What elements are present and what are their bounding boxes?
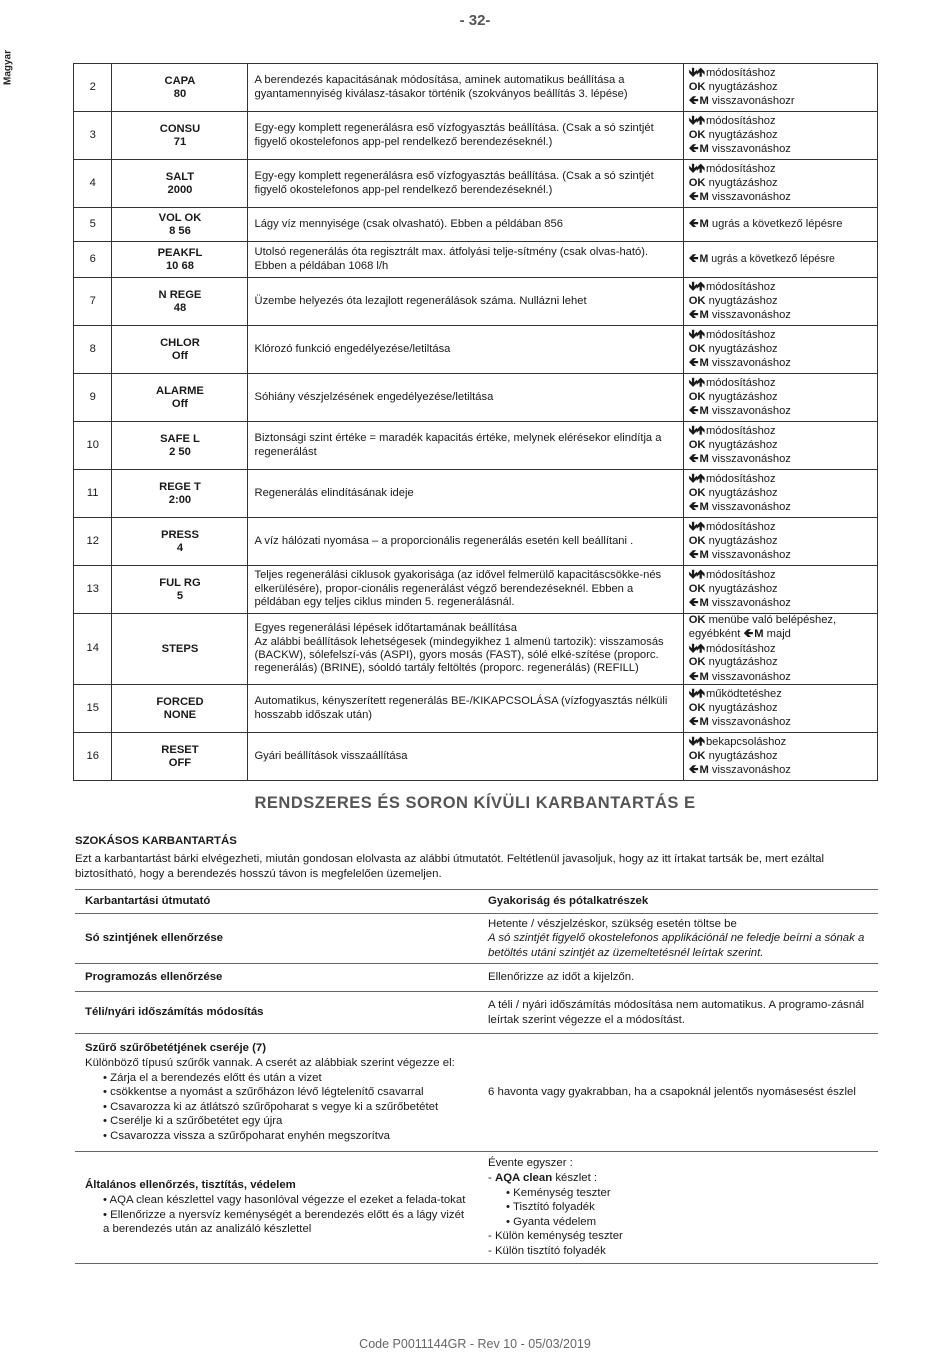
salt-check-note: A só szintjét figyelő okostelefonos applikációnál ne feledje beírni a sónak a betöltés utáni szintjét az üzemeltetésnél leírtak szerint. — [488, 932, 865, 959]
filter-step: • csökkentse a nyomást a szűrőházon lévő légtelenítő csavarral — [103, 1086, 424, 1099]
display-value: 71 — [173, 135, 187, 148]
row-description: Teljes regenerálási ciklusok gyakorisága (az idővel felmerülő kapacitáscsökke-nés elkerülésére), propor-cionális regenerálást végző berendezéseknél. Ebben a példában egy teljes ciklus minden 5. regenerálásnál. — [254, 569, 662, 609]
general-check-title: Általános ellenőrzés, tisztítás, védelem — [85, 1179, 296, 1192]
extra-item: - Külön tisztító folyadék — [488, 1244, 606, 1257]
steps-enter-action: menübe való belépéshez, egyébként — [688, 614, 837, 641]
row-code — [112, 326, 248, 374]
ok-key-label: OK — [688, 342, 706, 355]
row-number: 6 — [74, 242, 112, 278]
steps-then: majd — [766, 628, 791, 641]
m-key-label: M — [699, 95, 709, 108]
kit-prefix: - — [488, 1172, 495, 1185]
back-arrow-icon: 🡸 — [688, 403, 698, 418]
back-arrow-icon: 🡸 — [688, 668, 698, 683]
row-code — [112, 422, 248, 470]
back-arrow-icon: 🡸 — [688, 216, 698, 231]
row-description: Klórozó funkció engedélyezése/letiltása — [254, 342, 451, 355]
m-key-label: M — [699, 191, 709, 204]
row-actions — [683, 278, 877, 326]
switch-on-action: bekapcsoláshoz — [705, 736, 787, 749]
subsection-heading: SZOKÁSOS KARBANTARTÁS — [75, 835, 237, 847]
row-number: 11 — [74, 470, 112, 518]
row-description: Biztonsági szint értéke = maradék kapacitás értéke, melynek elérésekor elindítja a regenerálást — [254, 432, 662, 458]
display-value: 5 — [176, 589, 184, 602]
row-number: 3 — [74, 112, 112, 160]
filter-change-intro: Különböző típusú szűrők vannak. A cserét az alábbiak szerint végezze el: — [85, 1057, 455, 1070]
menu-row — [74, 614, 878, 685]
display-value: NONE — [163, 708, 197, 721]
row-code — [112, 160, 248, 208]
row-description: Regenerálás elindításának ideje — [254, 486, 414, 499]
menu-row — [74, 733, 878, 781]
up-down-arrows-icon: 🡻🡹 — [688, 327, 704, 342]
back-arrow-icon: 🡸 — [688, 762, 698, 777]
row-description-cell — [248, 242, 683, 278]
m-key-label: M — [699, 405, 709, 418]
row-description-cell — [248, 685, 683, 733]
confirm-action: nyugtázáshoz — [708, 701, 778, 714]
row-description: Üzembe helyezés óta lezajlott regenerálások száma. Nullázni lehet — [254, 294, 587, 307]
row-description-cell — [248, 422, 683, 470]
row-description-cell — [248, 518, 683, 566]
confirm-action: nyugtázáshoz — [708, 486, 778, 499]
kit-item: • Tisztító folyadék — [506, 1201, 595, 1214]
row-actions — [683, 566, 877, 614]
ok-key-label: OK — [688, 749, 706, 762]
row-actions — [683, 470, 877, 518]
confirm-action: nyugtázáshoz — [708, 438, 778, 451]
display-value: 2:00 — [168, 493, 192, 506]
table-row — [75, 1152, 878, 1264]
footer-code: Code P0011144GR - Rev 10 - 05/03/2019 — [359, 1337, 591, 1351]
row-number: 9 — [74, 374, 112, 422]
menu-row — [74, 326, 878, 374]
m-key-label: M — [699, 597, 709, 610]
m-key-label: M — [699, 309, 709, 322]
display-code: VOL OK — [158, 211, 202, 224]
cancel-action: visszavonáshoz — [711, 309, 791, 322]
row-number: 10 — [74, 422, 112, 470]
general-frequency: Évente egyszer : — [488, 1157, 573, 1170]
menu-parameter-table — [73, 63, 878, 781]
row-description-cell — [248, 326, 683, 374]
row-actions — [683, 685, 877, 733]
row-description: A berendezés kapacitásának módosítása, aminek automatikus beállítása a gyantamennyiség kiválasz-tásakor történik (szokványos beállítás 3. lépése) — [254, 74, 628, 100]
filter-step: • Csavarozza vissza a szűrőpoharat enyhén megszorítva — [103, 1129, 390, 1142]
row-description-cell — [248, 614, 683, 685]
page-number: - 32- — [459, 12, 491, 29]
row-actions — [683, 614, 877, 685]
display-code: PEAKFL — [157, 246, 203, 259]
menu-row — [74, 160, 878, 208]
row-number: 8 — [74, 326, 112, 374]
up-down-arrows-icon: 🡻🡹 — [688, 734, 704, 749]
row-description-cell — [248, 374, 683, 422]
general-check-step: • AQA clean készlettel vagy hasonlóval végezze el ezeket a felada-tokat — [103, 1193, 466, 1206]
menu-row — [74, 685, 878, 733]
col-header-guide: Karbantartási útmutató — [75, 890, 478, 914]
table-row — [75, 914, 878, 964]
row-actions — [683, 112, 877, 160]
cancel-action: visszavonáshoz — [711, 191, 791, 204]
menu-row — [74, 518, 878, 566]
row-actions — [683, 518, 877, 566]
row-description: A víz hálózati nyomása – a proporcionális regenerálás esetén kell beállítani . — [254, 534, 634, 547]
kit-item: • Keménység teszter — [506, 1186, 611, 1199]
back-arrow-icon: 🡸 — [688, 307, 698, 322]
table-row — [75, 964, 878, 992]
display-value: 4 — [176, 541, 184, 554]
extra-item: - Külön keménység teszter — [488, 1230, 623, 1243]
maintenance-table — [75, 889, 878, 1264]
intro-paragraph: Ezt a karbantartást bárki elvégezheti, miután gondosan elolvasta az alábbi útmutatót. Feltétlenül javasoljuk, hogy az itt írtakat tartsák be, mert ezáltal biztosítható, hogy a berendezés hosszú távon is megfelelően üzemeljen. — [75, 853, 825, 880]
confirm-action: nyugtázáshoz — [708, 390, 778, 403]
confirm-action: nyugtázáshoz — [708, 656, 778, 669]
ok-key-label: OK — [688, 438, 706, 451]
row-description-line: Az alábbi beállítások lehetségesek (mindegyikhez 1 almenü tartozik): visszamosás (BACKW), sólefelszí-vás (ASPI), gyors mosás (FAST), sólé elké-szítése (proporc. regenerálás) (BRINE), sóoldó tartály feltöltés (proporc. regenerálás) (REFILL) — [254, 635, 664, 675]
confirm-action: nyugtázáshoz — [708, 176, 778, 189]
cancel-action: visszavonáshoz — [711, 405, 791, 418]
display-code: RESET — [161, 743, 199, 756]
row-code — [112, 242, 248, 278]
display-code: REGE T — [159, 480, 201, 493]
ok-key-label: OK — [688, 390, 706, 403]
ok-key-label: OK — [688, 656, 706, 669]
cancel-action: visszavonáshoz — [711, 764, 791, 777]
row-description-cell — [248, 470, 683, 518]
back-arrow-icon: 🡸 — [688, 189, 698, 204]
confirm-action: nyugtázáshoz — [708, 80, 778, 93]
kit-suffix: készlet : — [552, 1172, 598, 1185]
menu-row — [74, 112, 878, 160]
ok-key-label: OK — [688, 294, 706, 307]
display-value: Off — [171, 397, 189, 410]
modify-action: módosításhoz — [705, 473, 776, 486]
row-code — [112, 278, 248, 326]
cancel-action: visszavonáshoz — [711, 716, 791, 729]
row-description: Egy-egy komplett regenerálásra eső vízfogyasztás beállítása. (Csak a só szintjét figyelő okostelefonos app-pel rendelkező berendezéseknél.) — [254, 170, 654, 196]
up-down-arrows-icon: 🡻🡹 — [688, 375, 704, 390]
row-actions — [683, 374, 877, 422]
salt-check-frequency: Hetente / vészjelzéskor, szükség esetén töltse be — [488, 917, 737, 930]
row-code — [112, 685, 248, 733]
row-number: 4 — [74, 160, 112, 208]
back-arrow-icon: 🡸 — [688, 714, 698, 729]
menu-row — [74, 64, 878, 112]
m-key-label: M — [699, 716, 709, 729]
modify-action: módosításhoz — [705, 115, 776, 128]
display-code: SAFE L — [160, 432, 200, 445]
up-down-arrows-icon: 🡻🡹 — [688, 567, 704, 582]
display-code: FUL RG — [159, 576, 201, 589]
display-value: 2000 — [167, 183, 193, 196]
menu-row — [74, 374, 878, 422]
row-description: Lágy víz mennyisége (csak olvasható). Ebben a példában 856 — [254, 217, 563, 230]
ok-key-label: OK — [688, 80, 706, 93]
up-down-arrows-icon: 🡻🡹 — [688, 423, 704, 438]
menu-row — [74, 242, 878, 278]
cancel-action: visszavonáshoz — [711, 670, 791, 683]
modify-action: módosításhoz — [705, 329, 776, 342]
activate-action: működtetéshez — [705, 688, 782, 701]
m-key-label: M — [699, 143, 709, 156]
cancel-action: visszavonáshoz — [711, 143, 791, 156]
confirm-action: nyugtázáshoz — [708, 749, 778, 762]
row-description-cell — [248, 112, 683, 160]
m-key-label: M — [754, 628, 764, 641]
back-arrow-icon: 🡸 — [688, 141, 698, 156]
up-down-arrows-icon: 🡻🡹 — [688, 113, 704, 128]
back-arrow-icon: 🡸 — [688, 93, 698, 108]
kit-name: AQA clean — [494, 1172, 553, 1185]
ok-key-label: OK — [688, 486, 706, 499]
row-description-cell — [248, 566, 683, 614]
modify-action: módosításhoz — [705, 67, 776, 80]
next-step-action: ugrás a következő lépésre — [711, 218, 843, 231]
row-number: 14 — [74, 614, 112, 685]
display-value: 2 50 — [169, 445, 191, 458]
row-description: Gyári beállítások visszaállítása — [254, 749, 408, 762]
cancel-action: visszavonáshoz — [711, 549, 791, 562]
back-arrow-icon: 🡸 — [688, 499, 698, 514]
back-arrow-icon: 🡸 — [688, 547, 698, 562]
ok-key-label: OK — [688, 701, 706, 714]
dst-change-frequency: A téli / nyári időszámítás módosítása nem automatikus. A programo-zásnál leírtak szerint végezze el a módosítást. — [478, 992, 878, 1034]
cancel-action: visszavonáshoz — [711, 357, 791, 370]
row-actions — [683, 160, 877, 208]
m-key-label: M — [699, 253, 709, 266]
row-actions — [683, 422, 877, 470]
next-step-action: ugrás a következő lépésre — [711, 253, 835, 266]
display-value: 8 56 — [169, 224, 191, 237]
table-row — [75, 992, 878, 1034]
row-code — [112, 566, 248, 614]
ok-key-label: OK — [688, 534, 706, 547]
display-value: 80 — [173, 87, 187, 100]
program-check-frequency: Ellenőrizze az időt a kijelzőn. — [478, 964, 878, 992]
ok-key-label: OK — [688, 176, 706, 189]
m-key-label: M — [699, 453, 709, 466]
row-description-cell — [248, 208, 683, 242]
row-description-cell — [248, 733, 683, 781]
ok-key-label: OK — [688, 128, 706, 141]
row-code — [112, 614, 248, 685]
confirm-action: nyugtázáshoz — [708, 294, 778, 307]
row-actions — [683, 326, 877, 374]
back-arrow-icon: 🡸 — [688, 451, 698, 466]
up-down-arrows-icon: 🡻🡹 — [688, 161, 704, 176]
row-number: 15 — [74, 685, 112, 733]
display-value: 48 — [173, 301, 187, 314]
menu-row — [74, 470, 878, 518]
row-number: 16 — [74, 733, 112, 781]
up-down-arrows-icon: 🡻🡹 — [688, 640, 704, 655]
m-key-label: M — [699, 357, 709, 370]
row-description-cell — [248, 278, 683, 326]
row-code — [112, 112, 248, 160]
modify-action: módosításhoz — [705, 163, 776, 176]
m-key-label: M — [699, 218, 709, 231]
display-code: SALT — [165, 170, 195, 183]
cancel-action: visszavonáshoz — [711, 597, 791, 610]
row-code — [112, 733, 248, 781]
display-code: CAPA — [164, 74, 196, 87]
row-description: Automatikus, kényszerített regenerálás BE-/KIKAPCSOLÁSA (vízfogyasztás nélküli hosszabb időszak után) — [254, 695, 668, 721]
modify-action: módosításhoz — [705, 281, 776, 294]
row-code — [112, 64, 248, 112]
row-actions — [683, 733, 877, 781]
row-description-line: Egyes regenerálási lépések időtartamának beállítása — [254, 622, 517, 635]
m-key-label: M — [699, 670, 709, 683]
display-code: STEPS — [161, 642, 199, 655]
confirm-action: nyugtázáshoz — [708, 534, 778, 547]
filter-step: • Zárja el a berendezés előtt és után a vizet — [103, 1071, 322, 1084]
language-side-label: Magyar — [2, 50, 14, 86]
row-number: 5 — [74, 208, 112, 242]
col-header-frequency: Gyakoriság és pótalkatrészek — [478, 890, 878, 914]
m-key-label: M — [699, 764, 709, 777]
m-key-label: M — [699, 501, 709, 514]
cancel-action: visszavonáshoz — [711, 501, 791, 514]
program-check-title: Programozás ellenőrzése — [75, 964, 478, 992]
row-code — [112, 470, 248, 518]
filter-step: • Csavarozza ki az átlátszó szűrőpoharat s vegye ki a szűrőbetétet — [103, 1100, 439, 1113]
kit-item: • Gyanta védelem — [506, 1215, 597, 1228]
back-arrow-icon: 🡸 — [688, 355, 698, 370]
row-description-cell — [248, 64, 683, 112]
filter-change-frequency: 6 havonta vagy gyakrabban, ha a csapoknál jelentős nyomásesést észlel — [478, 1034, 878, 1152]
cancel-action: visszavonáshozr — [711, 95, 795, 108]
m-key-label: M — [699, 549, 709, 562]
menu-row — [74, 208, 878, 242]
salt-check-title: Só szintjének ellenőrzése — [75, 914, 478, 964]
modify-action: módosításhoz — [705, 569, 776, 582]
row-number: 7 — [74, 278, 112, 326]
table-row — [75, 1034, 878, 1152]
modify-action: módosításhoz — [705, 377, 776, 390]
cancel-action: visszavonáshoz — [711, 453, 791, 466]
row-number: 2 — [74, 64, 112, 112]
row-description: Sóhiány vészjelzésének engedélyezése/letiltása — [254, 390, 494, 403]
filter-step: • Cserélje ki a szűrőbetétet egy újra — [103, 1115, 283, 1128]
row-actions — [683, 64, 877, 112]
ok-key-label: OK — [688, 614, 706, 626]
back-arrow-icon: 🡸 — [688, 595, 698, 610]
confirm-action: nyugtázáshoz — [708, 342, 778, 355]
up-down-arrows-icon: 🡻🡹 — [688, 471, 704, 486]
maintenance-header-row — [75, 890, 878, 914]
back-arrow-icon: 🡸 — [743, 626, 753, 641]
modify-action: módosításhoz — [705, 521, 776, 534]
display-value: 10 68 — [165, 259, 194, 272]
row-number: 12 — [74, 518, 112, 566]
up-down-arrows-icon: 🡻🡹 — [688, 65, 704, 80]
row-number: 13 — [74, 566, 112, 614]
general-check-step: • Ellenőrizze a nyersvíz keménységét a berendezés előtt és a lágy vizét a berendezés után az analizáló készlettel — [103, 1208, 465, 1236]
display-code: PRESS — [160, 528, 199, 541]
up-down-arrows-icon: 🡻🡹 — [688, 519, 704, 534]
row-actions — [683, 208, 877, 242]
up-down-arrows-icon: 🡻🡹 — [688, 279, 704, 294]
confirm-action: nyugtázáshoz — [708, 582, 778, 595]
display-code: FORCED — [156, 695, 204, 708]
section-heading: RENDSZERES ÉS SORON KÍVÜLI KARBANTARTÁS E — [254, 794, 696, 812]
display-code: CONSU — [159, 122, 201, 135]
filter-change-title: Szűrő szűrőbetétjének cseréje (7) — [85, 1042, 267, 1055]
back-arrow-icon: 🡸 — [688, 251, 698, 266]
menu-row — [74, 422, 878, 470]
up-down-arrows-icon: 🡻🡹 — [688, 686, 704, 701]
row-actions — [683, 242, 877, 278]
row-code — [112, 518, 248, 566]
menu-row — [74, 278, 878, 326]
confirm-action: nyugtázáshoz — [708, 128, 778, 141]
row-code — [112, 208, 248, 242]
ok-key-label: OK — [688, 582, 706, 595]
modify-action: módosításhoz — [705, 425, 776, 438]
display-code: CHLOR — [160, 336, 200, 349]
menu-row — [74, 566, 878, 614]
display-value: OFF — [168, 756, 192, 769]
dst-change-title: Téli/nyári időszámítás módosítás — [75, 992, 478, 1034]
modify-action: módosításhoz — [705, 642, 776, 655]
row-code — [112, 374, 248, 422]
row-description-cell — [248, 160, 683, 208]
display-value: Off — [171, 349, 189, 362]
row-description: Egy-egy komplett regenerálásra eső vízfogyasztás beállítása. (Csak a só szintjét figyelő okostelefonos app-pel rendelkező berendezéseknél.) — [254, 122, 654, 148]
display-code: ALARME — [156, 384, 204, 397]
row-description: Utolsó regenerálás óta regisztrált max. átfolyási telje-sítmény (csak olvas-ható). Ebben a példában 1068 l/h — [254, 246, 649, 272]
display-code: N REGE — [158, 288, 202, 301]
